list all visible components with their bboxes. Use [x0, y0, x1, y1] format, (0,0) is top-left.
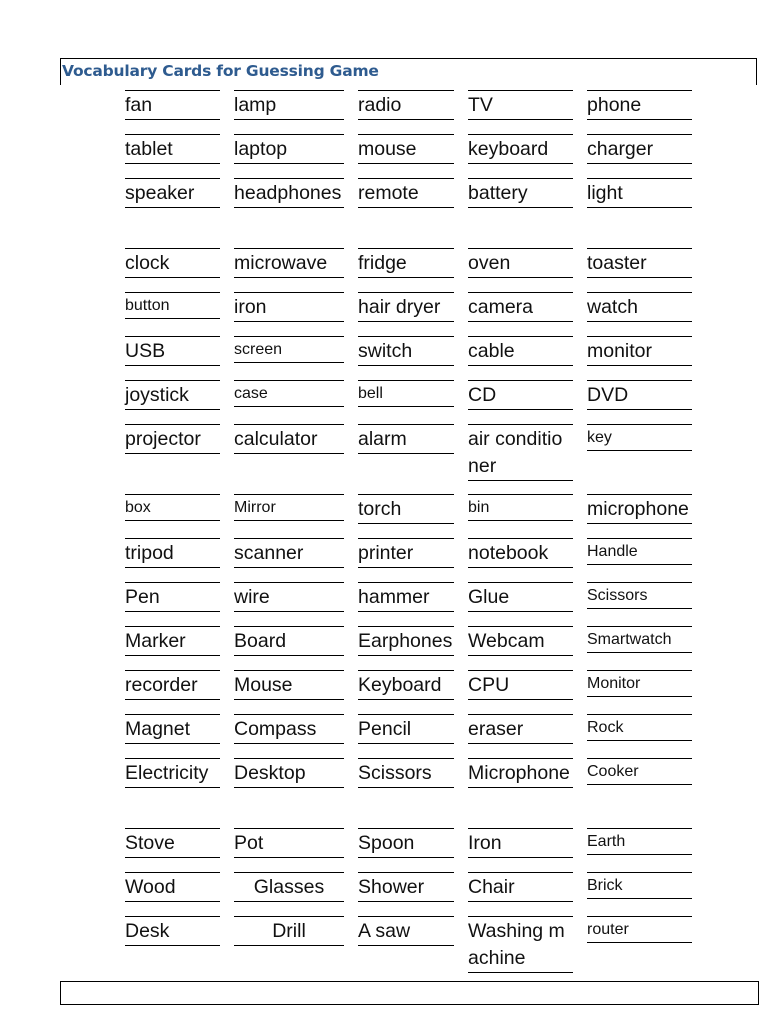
- vocab-word: radio: [358, 92, 454, 120]
- vocab-card: [125, 380, 220, 424]
- vocab-word: Scissors: [358, 760, 454, 788]
- vocab-word: Brick: [587, 874, 692, 899]
- vocab-row: [125, 424, 692, 494]
- vocab-card: [358, 134, 454, 178]
- vocab-row: [125, 538, 692, 582]
- vocabulary-grid: [125, 90, 692, 986]
- vocab-card: [358, 714, 454, 758]
- vocab-card: [587, 828, 692, 872]
- vocab-card: [468, 424, 573, 494]
- vocab-card: [468, 134, 573, 178]
- vocab-card: [358, 828, 454, 872]
- vocab-card: [587, 248, 692, 292]
- vocab-word: remote: [358, 180, 454, 208]
- vocab-card: [587, 380, 692, 424]
- vocab-row: [125, 90, 692, 134]
- vocab-card: [468, 916, 573, 986]
- vocab-card: [125, 248, 220, 292]
- vocab-card: [358, 178, 454, 248]
- vocab-card: [587, 292, 692, 336]
- vocab-card: [468, 828, 573, 872]
- vocab-row: [125, 714, 692, 758]
- vocab-card: [234, 714, 344, 758]
- vocab-card: [234, 494, 344, 538]
- vocab-word: recorder: [125, 672, 220, 700]
- vocab-card: [468, 90, 573, 134]
- vocab-card: [234, 916, 344, 986]
- vocab-card: [587, 494, 692, 538]
- vocab-word: Chair: [468, 874, 573, 902]
- vocab-card: [125, 494, 220, 538]
- vocab-word: microphone: [587, 496, 692, 524]
- vocab-word: switch: [358, 338, 454, 366]
- vocab-word: key: [587, 426, 692, 451]
- vocab-word: Drill: [234, 918, 344, 946]
- vocab-word: lamp: [234, 92, 344, 120]
- vocab-card: [125, 670, 220, 714]
- vocab-word: DVD: [587, 382, 692, 410]
- vocab-word: mouse: [358, 136, 454, 164]
- vocab-word: Earth: [587, 830, 692, 855]
- vocab-word: notebook: [468, 540, 573, 568]
- vocab-card: [358, 292, 454, 336]
- vocab-card: [358, 758, 454, 828]
- vocab-card: [587, 424, 692, 494]
- vocab-word: Mirror: [234, 496, 344, 521]
- vocab-card: [125, 582, 220, 626]
- vocab-row: [125, 336, 692, 380]
- vocab-row: [125, 916, 692, 986]
- vocab-card: [125, 292, 220, 336]
- vocab-word: Earphones: [358, 628, 454, 656]
- vocab-card: [587, 134, 692, 178]
- vocab-card: [587, 582, 692, 626]
- document-title: Vocabulary Cards for Guessing Game: [62, 62, 379, 80]
- vocab-word: eraser: [468, 716, 573, 744]
- vocab-word: keyboard: [468, 136, 573, 164]
- vocab-word: bell: [358, 382, 454, 407]
- vocab-card: [125, 872, 220, 916]
- vocab-card: [125, 538, 220, 582]
- vocab-card: [468, 872, 573, 916]
- vocab-card: [358, 582, 454, 626]
- vocab-card: [234, 424, 344, 494]
- vocab-word: router: [587, 918, 692, 943]
- vocab-word: Electricity: [125, 760, 220, 788]
- vocab-card: [587, 714, 692, 758]
- vocab-row: [125, 626, 692, 670]
- vocab-word: printer: [358, 540, 454, 568]
- vocab-card: [358, 670, 454, 714]
- vocab-word: Scissors: [587, 584, 692, 609]
- vocab-word: Keyboard: [358, 672, 454, 700]
- vocab-word: air conditioner: [468, 426, 573, 481]
- vocab-card: [234, 538, 344, 582]
- vocab-card: [125, 178, 220, 248]
- vocab-word: Marker: [125, 628, 220, 656]
- vocab-card: [587, 336, 692, 380]
- vocab-word: Webcam: [468, 628, 573, 656]
- vocab-word: laptop: [234, 136, 344, 164]
- vocab-row: [125, 494, 692, 538]
- vocab-word: light: [587, 180, 692, 208]
- vocab-word: fridge: [358, 250, 454, 278]
- vocab-row: [125, 670, 692, 714]
- vocab-card: [358, 538, 454, 582]
- vocab-word: scanner: [234, 540, 344, 568]
- vocab-word: watch: [587, 294, 692, 322]
- vocab-card: [234, 626, 344, 670]
- vocab-card: [234, 292, 344, 336]
- vocab-card: [468, 582, 573, 626]
- vocab-card: [234, 828, 344, 872]
- vocab-row: [125, 828, 692, 872]
- vocab-word: Magnet: [125, 716, 220, 744]
- vocab-word: wire: [234, 584, 344, 612]
- vocab-word: Rock: [587, 716, 692, 741]
- vocab-word: charger: [587, 136, 692, 164]
- vocab-card: [358, 872, 454, 916]
- vocab-card: [468, 178, 573, 248]
- vocab-word: camera: [468, 294, 573, 322]
- vocab-word: Washing machine: [468, 918, 573, 973]
- vocab-card: [587, 626, 692, 670]
- vocab-card: [358, 380, 454, 424]
- vocab-card: [358, 916, 454, 986]
- vocab-word: Iron: [468, 830, 573, 858]
- vocab-word: Shower: [358, 874, 454, 902]
- vocab-word: A saw: [358, 918, 454, 946]
- vocab-word: phone: [587, 92, 692, 120]
- vocab-word: box: [125, 496, 220, 521]
- vocab-word: iron: [234, 294, 344, 322]
- vocab-word: Mouse: [234, 672, 344, 700]
- vocab-word: hair dryer: [358, 294, 454, 322]
- vocab-word: Wood: [125, 874, 220, 902]
- vocab-row: [125, 380, 692, 424]
- vocab-card: [587, 178, 692, 248]
- vocab-word: Pen: [125, 584, 220, 612]
- vocab-word: bin: [468, 496, 573, 521]
- vocab-card: [234, 380, 344, 424]
- vocab-word: Stove: [125, 830, 220, 858]
- vocab-row: [125, 872, 692, 916]
- vocab-word: Microphone: [468, 760, 573, 788]
- vocab-word: Cooker: [587, 760, 692, 785]
- vocab-word: CPU: [468, 672, 573, 700]
- vocab-word: Handle: [587, 540, 692, 565]
- vocab-card: [587, 670, 692, 714]
- vocab-word: joystick: [125, 382, 220, 410]
- vocab-card: [468, 292, 573, 336]
- vocab-word: case: [234, 382, 344, 407]
- vocab-card: [234, 134, 344, 178]
- vocab-card: [358, 626, 454, 670]
- vocab-word: fan: [125, 92, 220, 120]
- vocab-word: clock: [125, 250, 220, 278]
- vocab-word: Board: [234, 628, 344, 656]
- vocab-card: [468, 714, 573, 758]
- vocab-card: [468, 758, 573, 828]
- vocab-card: [234, 670, 344, 714]
- vocab-card: [234, 90, 344, 134]
- vocab-word: hammer: [358, 584, 454, 612]
- vocab-word: battery: [468, 180, 573, 208]
- vocab-word: Pot: [234, 830, 344, 858]
- vocab-card: [234, 582, 344, 626]
- vocab-card: [468, 336, 573, 380]
- vocab-card: [587, 872, 692, 916]
- vocab-word: monitor: [587, 338, 692, 366]
- footer-frame: [60, 981, 759, 1005]
- vocab-word: cable: [468, 338, 573, 366]
- vocab-row: [125, 582, 692, 626]
- vocab-card: [468, 626, 573, 670]
- vocab-card: [358, 424, 454, 494]
- vocab-card: [234, 758, 344, 828]
- vocab-word: Monitor: [587, 672, 692, 697]
- vocab-word: Smartwatch: [587, 628, 692, 653]
- vocab-word: projector: [125, 426, 220, 454]
- vocab-card: [125, 758, 220, 828]
- vocab-card: [468, 538, 573, 582]
- vocab-card: [125, 714, 220, 758]
- vocab-card: [358, 90, 454, 134]
- vocab-card: [234, 248, 344, 292]
- vocab-row: [125, 292, 692, 336]
- vocab-card: [468, 248, 573, 292]
- vocab-word: USB: [125, 338, 220, 366]
- vocab-card: [125, 134, 220, 178]
- vocab-card: [125, 828, 220, 872]
- vocab-card: [125, 916, 220, 986]
- vocab-card: [125, 626, 220, 670]
- vocab-word: Desktop: [234, 760, 344, 788]
- vocab-card: [468, 670, 573, 714]
- vocab-card: [587, 758, 692, 828]
- vocab-word: Glue: [468, 584, 573, 612]
- vocab-card: [587, 538, 692, 582]
- vocab-word: speaker: [125, 180, 220, 208]
- vocab-card: [234, 178, 344, 248]
- vocab-word: Glasses: [234, 874, 344, 902]
- vocab-card: [358, 248, 454, 292]
- vocab-card: [234, 336, 344, 380]
- vocab-word: tripod: [125, 540, 220, 568]
- vocab-card: [587, 916, 692, 986]
- vocab-word: CD: [468, 382, 573, 410]
- vocab-word: oven: [468, 250, 573, 278]
- vocab-word: Compass: [234, 716, 344, 744]
- vocab-word: Spoon: [358, 830, 454, 858]
- vocab-card: [125, 336, 220, 380]
- vocab-card: [468, 380, 573, 424]
- vocab-row: [125, 134, 692, 178]
- vocab-card: [125, 424, 220, 494]
- vocab-word: toaster: [587, 250, 692, 278]
- vocab-word: TV: [468, 92, 573, 120]
- vocab-word: button: [125, 294, 220, 319]
- vocab-word: screen: [234, 338, 344, 363]
- vocab-word: torch: [358, 496, 454, 524]
- vocab-row: [125, 178, 692, 248]
- vocab-word: Desk: [125, 918, 220, 946]
- vocab-card: [468, 494, 573, 538]
- vocab-word: microwave: [234, 250, 344, 278]
- vocab-word: calculator: [234, 426, 344, 454]
- vocab-word: alarm: [358, 426, 454, 454]
- vocab-card: [125, 90, 220, 134]
- vocab-word: headphones: [234, 180, 344, 208]
- vocab-card: [234, 872, 344, 916]
- vocab-row: [125, 758, 692, 828]
- vocab-row: [125, 248, 692, 292]
- vocab-card: [358, 336, 454, 380]
- vocab-card: [587, 90, 692, 134]
- vocab-word: tablet: [125, 136, 220, 164]
- vocab-card: [358, 494, 454, 538]
- vocab-word: Pencil: [358, 716, 454, 744]
